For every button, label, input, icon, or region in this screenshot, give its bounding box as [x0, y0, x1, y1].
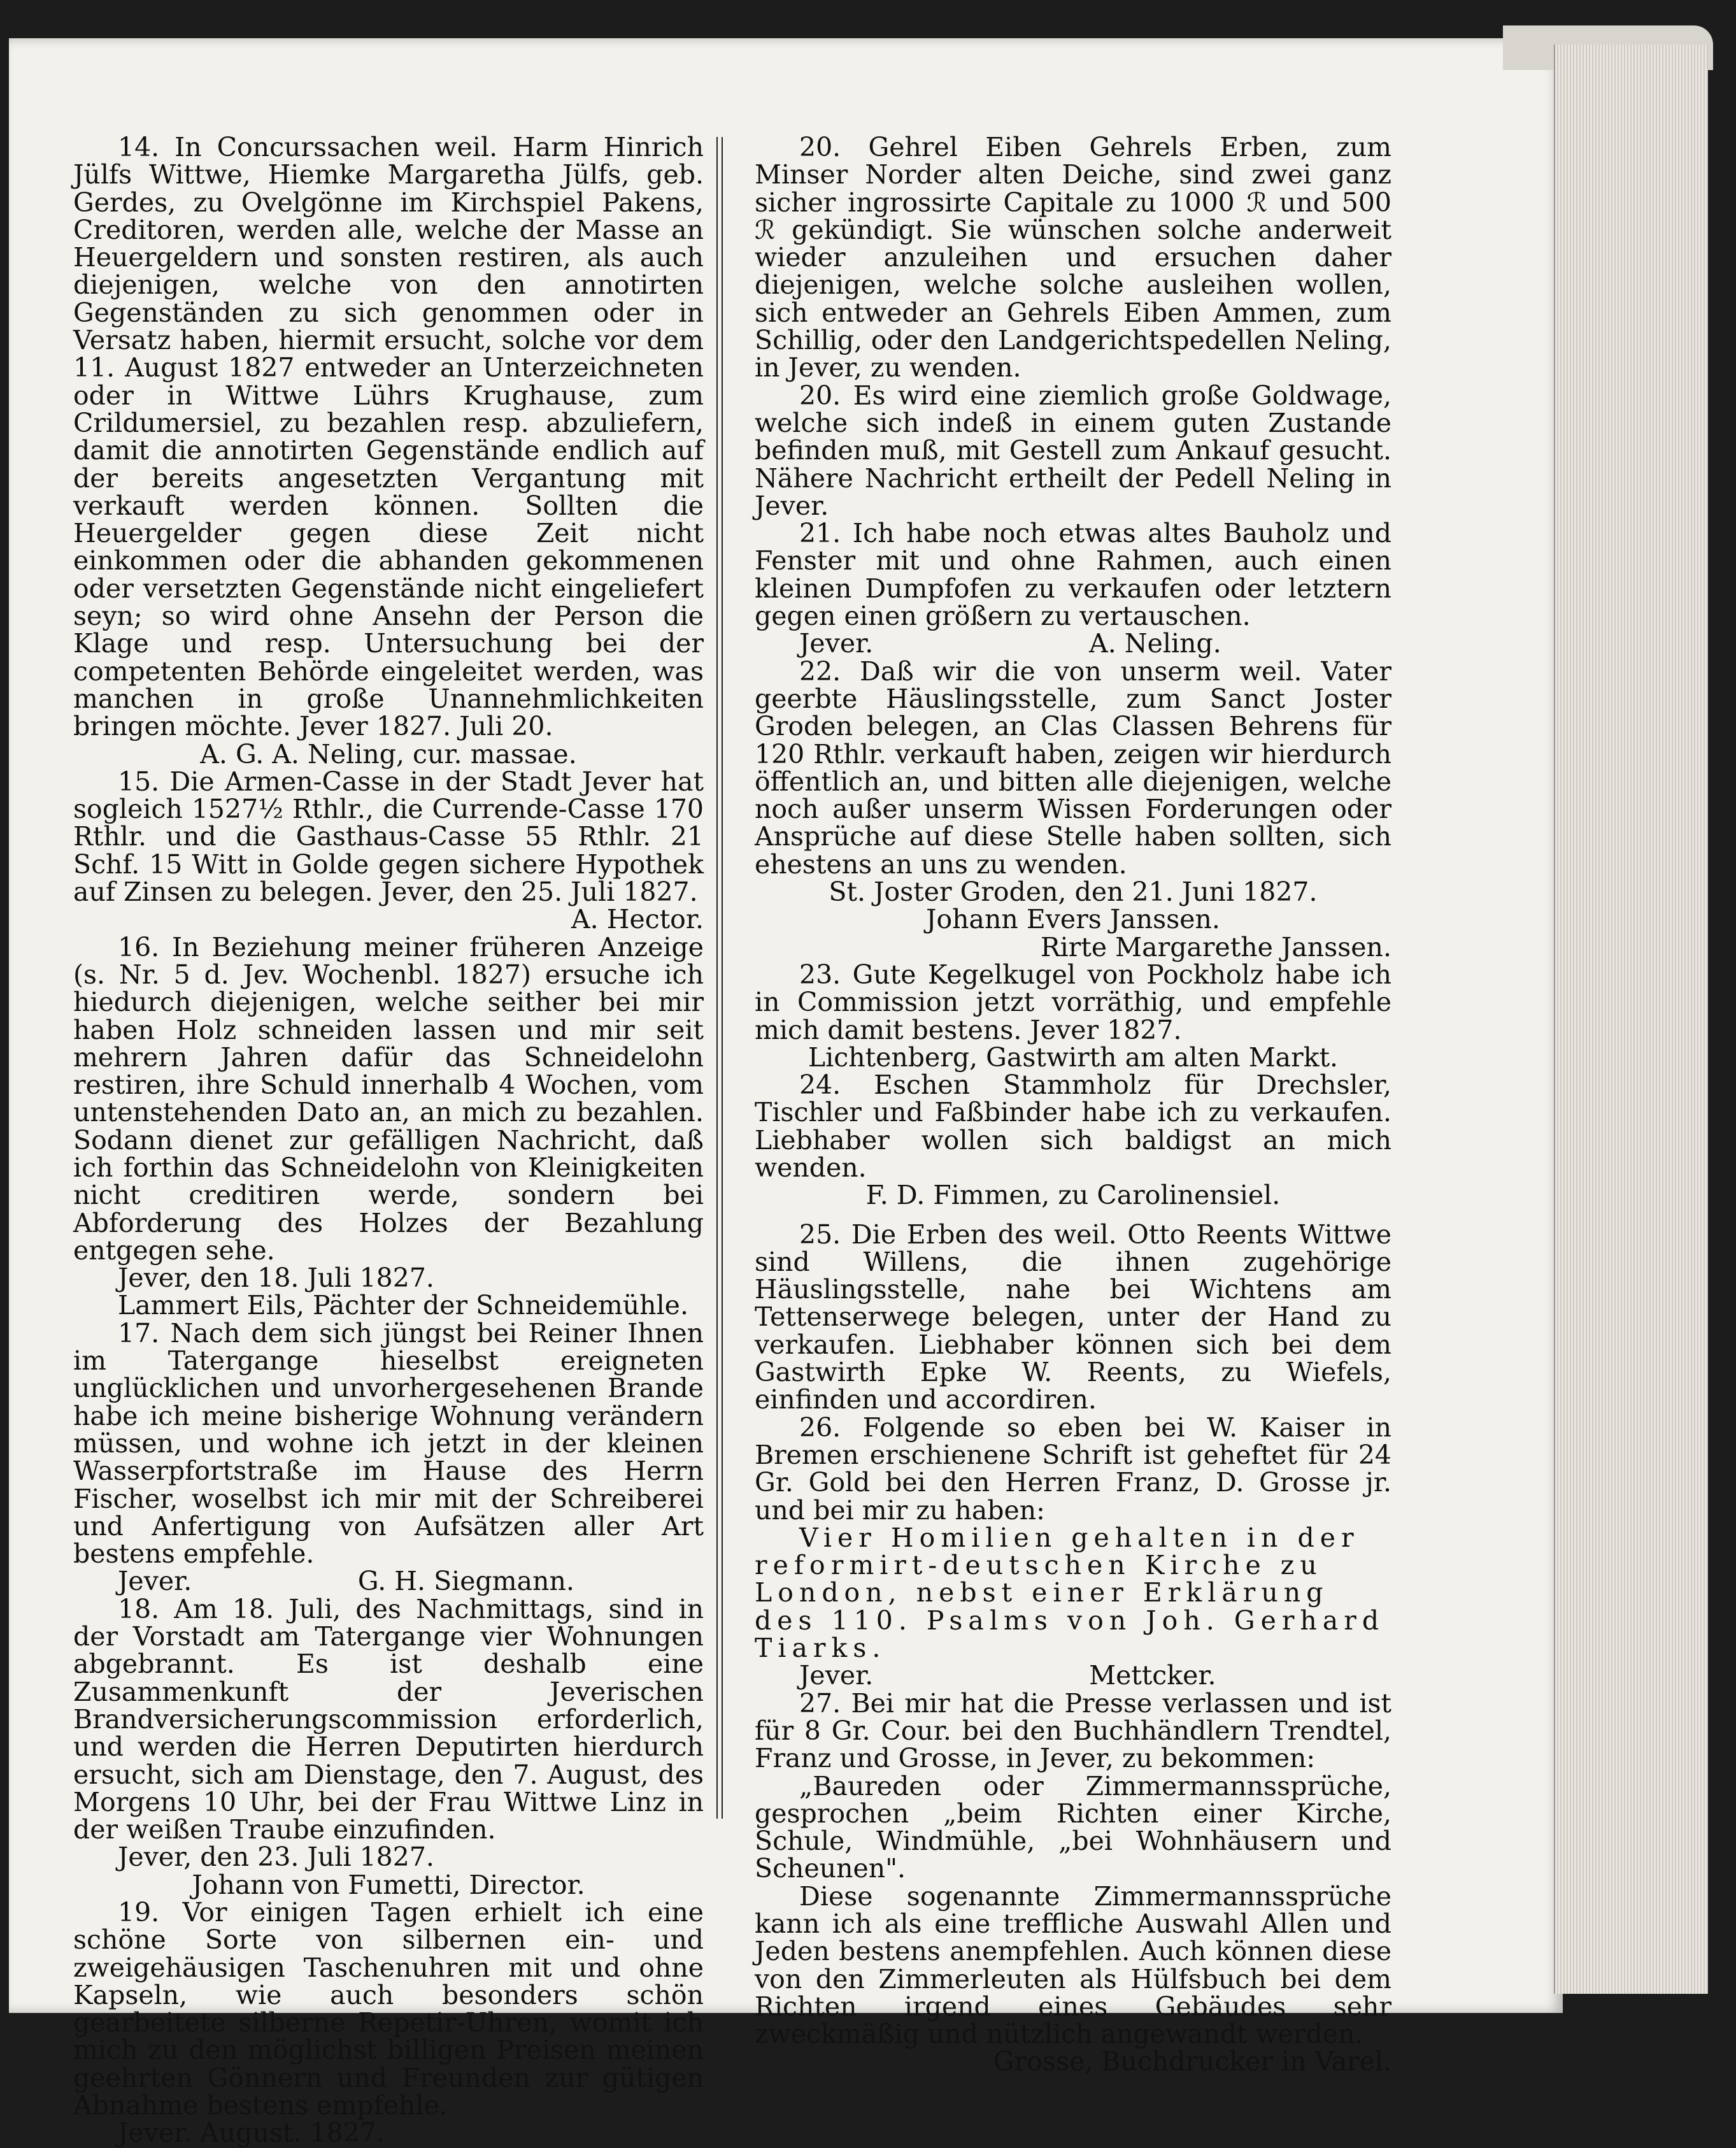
notice-18-date: Jever, den 23. Juli 1827.	[118, 1842, 434, 1873]
notice-22-signature-1: Johann Evers Janssen.	[926, 904, 1220, 935]
right-column	[755, 134, 1391, 2076]
notice-21: 21. Ich habe noch etwas altes Bauholz und Fenster mit und ohne Rahmen, auch einen kleinen Dumpfofen zu verkaufen oder letztern gegen einen größern zu vertauschen.	[755, 518, 1391, 632]
notice-15-signature: A. Hector.	[571, 904, 704, 935]
notice-17-signature: Jever. G. H. Siegmann.	[118, 1566, 574, 1597]
notice-22-signature-2: Rirte Margarethe Janssen.	[1040, 931, 1391, 963]
notice-22: 22. Daß wir die von unserm weil. Vater geerbte Häuslingsstelle, zum Sanct Joster Groden belegen, an Clas Classen Behrens für 120 Rthlr. verkauft haben, zeigen wir hierdurch öffentlich an, und bitten alle diejenigen, welche noch außer unserm Wissen Forderungen oder Ansprüche auf diese Stelle haben sollten, sich ehestens an uns zu wenden.	[755, 655, 1391, 880]
notice-24: 24. Eschen Stammholz für Drechsler, Tischler und Faßbinder habe ich zu verkaufen. Liebhaber wollen sich baldigst an mich wenden.	[755, 1070, 1391, 1183]
notice-17: 17. Nach dem sich jüngst bei Reiner Ihnen im Tatergange hieselbst ereigneten unglücklichen und unvorhergesehenen Brande habe ich meine bisherige Wohnung verändern müssen, und wohne ich jetzt in der kleinen Wasserpfortstraße im Hause des Herrn Fischer, woselbst ich mir mit der Schreiberei und Anfertigung von Aufsätzen aller Art bestens empfehle.	[73, 1317, 704, 1570]
notice-27: 27. Bei mir hat die Presse verlassen und ist für 8 Gr. Cour. bei den Buchhändlern Trendtel, Franz und Grosse, in Jever, zu bekommen:	[755, 1687, 1391, 1774]
notice-20a: 20. Gehrel Eiben Gehrels Erben, zum Minser Norder alten Deiche, sind zwei ganz sicher ingrossirte Capitale zu 1000 ℛ und 500 ℛ gekündigt. Sie wünschen solche anderweit wieder anzuleihen und ersuchen daher diejenigen, welche solche ausleihen wollen, sich entweder an Gehrels Eiben Ammen, zum Schillig, oder den Landgerichtspedellen Neling, in Jever, zu wenden.	[755, 132, 1391, 383]
notice-26: 26. Folgende so eben bei W. Kaiser in Bremen erschienene Schrift ist geheftet für 24 Gr. Gold bei den Herren Franz, D. Grosse jr. und bei mir zu haben:	[755, 1412, 1391, 1526]
notice-16-signature: Lammert Eils, Pächter der Schneidemühle.	[118, 1290, 688, 1321]
notice-27-signature: Grosse, Buchdrucker in Varel.	[993, 2046, 1391, 2077]
notice-19-date: Jever. August. 1827.	[118, 2117, 385, 2148]
notice-20b: 20. Es wird eine ziemlich große Goldwage, welche sich indeß in einem guten Zustande befinden muß, mit Gestell zum Ankauf gesucht. Nähere Nachricht ertheilt der Pedell Neling in Jever.	[755, 380, 1391, 521]
notice-23-signature: Lichtenberg, Gastwirth am alten Markt.	[808, 1042, 1339, 1073]
notice-14: 14. In Concurssachen weil. Harm Hinrich Jülfs Wittwe, Hiemke Margaretha Jülfs, geb. Gerdes, zu Ovelgönne im Kirchspiel Pakens, Creditoren, werden alle, welche der Masse an Heuergeldern und sonsten restiren, als auch diejenigen, welche von den annotirten Gegenständen zu sich genommen oder in Versatz haben, hiermit ersucht, solche vor dem 11. August 1827 entweder an Unterzeichneten oder in Wittwe Lührs Krughause, zum Crildumersiel, zu bezahlen resp. abzuliefern, damit die annotirten Gegenstände endlich auf der bereits angesetzten Vergantung mit verkauft werden können. Sollten die Heuergelder gegen diese Zeit nicht einkommen oder die abhanden gekommenen oder versetzten Gegenstände nicht eingeliefert seyn; so wird ohne Ansehn der Person die Klage und resp. Untersuchung bei der competenten Behörde eingeleitet werden, was manchen in große Unannehmlichkeiten bringen möchte. Jever 1827. Juli 20.	[73, 132, 704, 742]
notice-26-signature: Jever. Mettcker.	[799, 1660, 1216, 1691]
notice-18-signature: Johann von Fumetti, Director.	[192, 1869, 585, 1900]
notice-21-signature: Jever. A. Neling.	[799, 628, 1221, 659]
notice-25: 25. Die Erben des weil. Otto Reents Wittwe sind Willens, die ihnen zugehörige Häuslingsstelle, nahe bei Wichtens am Tettenserwege belegen, unter der Hand zu verkaufen. Liebhaber können sich bei dem Gastwirth Epke W. Reents, zu Wiefels, einfinden und accordiren.	[755, 1219, 1391, 1415]
notice-15: 15. Die Armen-Casse in der Stadt Jever hat sogleich 1527½ Rthlr., die Currende-Casse 170 Rthlr. und die Gasthaus-Casse 55 Rthlr. 21 Schf. 15 Witt in Golde gegen sichere Hypothek auf Zinsen zu belegen. Jever, den 25. Juli 1827.	[73, 766, 704, 908]
notice-19: 19. Vor einigen Tagen erhielt ich eine schöne Sorte von silbernen ein- und zweigehäusigen Taschenuhren mit und ohne Kapseln, wie auch besonders schön gearbeitete silberne Repetir-Uhren, womit ich mich zu den möglichst billigen Preisen meinen geehrten Gönnern und Freunden zur gütigen Abnahme bestens empfehle.	[73, 1897, 704, 2121]
notice-23: 23. Gute Kegelkugel von Pockholz habe ich in Commission jetzt vorräthig, und empfehle mich damit bestens. Jever 1827.	[755, 959, 1391, 1045]
notice-16: 16. In Beziehung meiner früheren Anzeige (s. Nr. 5 d. Jev. Wochenbl. 1827) ersuche ich hiedurch diejenigen, welche seither bei mir haben Holz schneiden lassen und mir seit mehrern Jahren dafür das Schneidelohn restiren, ihre Schuld innerhalb 4 Wochen, vom untenstehenden Dato an, an mich zu bezahlen. Sodann dienet zur gefälligen Nachricht, daß ich forthin das Schneidelohn von Kleinigkeiten nicht creditiren werde, sondern bei Abforderung des Holzes der Bezahlung entgegen sehe.	[73, 931, 704, 1266]
notice-18: 18. Am 18. Juli, des Nachmittags, sind in der Vorstadt am Tatergange vier Wohnungen abgebrannt. Es ist deshalb eine Zusammenkunft der Jeverischen Brandversicherungscommission erforderlich, und werden die Herren Deputirten hierdurch ersucht, sich am Dienstage, den 7. August, des Morgens 10 Uhr, bei der Frau Wittwe Linz in der weißen Traube einzufinden.	[73, 1593, 704, 1845]
left-column	[73, 134, 704, 2147]
column-divider	[716, 137, 723, 1819]
notice-26-book-title: Vier Homilien gehalten in der reformirt-deutschen Kirche zu London, nebst einer Erklärung des 110. Psalms von Joh. Gerhard Tiarks.	[755, 1522, 1385, 1664]
notice-22-date: St. Joster Groden, den 21. Juni 1827.	[829, 877, 1318, 908]
notice-27-quote: „Baureden oder Zimmermannssprüche, gesprochen „beim Richten einer Kirche, Schule, Windmühle, „bei Wohnhäusern und Scheunen".	[755, 1770, 1391, 1884]
notice-14-signature: A. G. A. Neling, cur. massae.	[200, 738, 577, 770]
notice-24-signature: F. D. Fimmen, zu Carolinensiel.	[865, 1180, 1281, 1211]
book-page-edges	[1554, 45, 1708, 1994]
notice-27-body: Diese sogenannte Zimmermannssprüche kann ich als eine treffliche Auswahl Allen und Jeden bestens anempfehlen. Auch können diese von den Zimmerleuten als Hülfsbuch bei dem Richten irgend eines Gebäudes sehr zweckmäßig und nützlich angewandt werden.	[755, 1880, 1391, 2050]
notice-16-date: Jever, den 18. Juli 1827.	[118, 1263, 434, 1294]
